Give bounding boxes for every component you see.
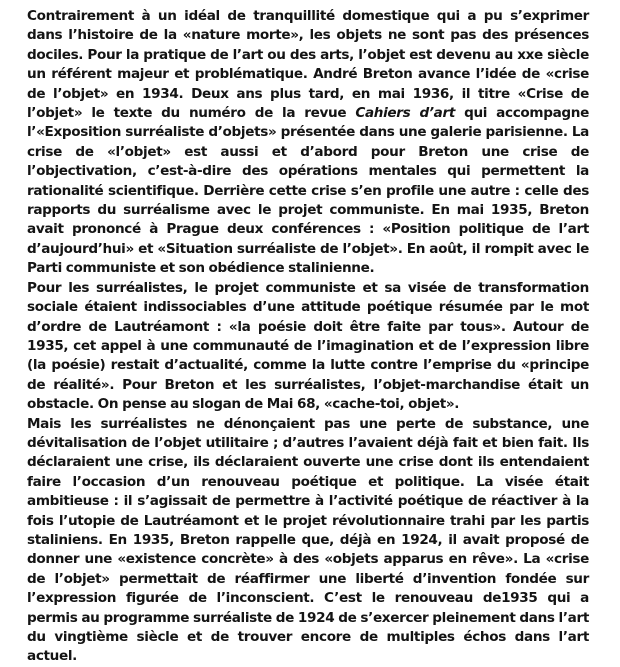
paragraph: [27, 7, 589, 279]
paragraph: [27, 279, 589, 415]
paragraph-text: Contrairement à un idéal de tranquillité domestique qui a pu s’exprimer dans l’histoire de la «nature morte», les objets ne sont pas des présences dociles. Pour la pratique de l’art ou des arts, l’objet est devenu au xxe siècle un référent majeur et problématique. André Breton avance l’idée de «crise de l’objet» en 1934. Deux ans plus tard, en mai 1936, il titre «Crise de l’objet» le texte du numéro de la revue: [27, 8, 589, 122]
paragraph-text: Mais les surréalistes ne dénonçaient pas une perte de substance, une dévitalisation de l’objet utilitaire ; d’autres l’avaient déjà fait et bien fait. Ils déclaraient une crise, ils déclaraient ouverte une crise dont ils entendaient faire l’occasion d’un renouveau poétique et politique. La visée était ambitieuse : il s’agissait de permettre à l’activité poétique de réactiver à la fois l’utopie de Lautréamont et le projet révolutionnaire trahi par les partis staliniens. En 1935, Breton rappelle que, déjà en 1924, il avait proposé de donner une «existence concrète» à des «objets apparus en rêve». La «crise de l’objet» permettait de réaffirmer une liberté d’invention fondée sur l’expression figurée de l’inconscient. C’est le renouveau de1935 qui a permis au programme surréaliste de 1924 de s’exercer pleinement dans l’art du vingtième siècle et de trouver encore de multiples échos dans l’art actuel.: [27, 415, 589, 665]
paragraph-text: Pour les surréalistes, le projet communiste et sa visée de transformation sociale étaient indissociables d’une attitude poétique résumée par le mot d’ordre de Lautréamont : «la poésie doit être faite par tous». Autour de 1935, cet appel à une communauté de l’imagination et de l’expression libre (la poésie) restait d’actualité, comme la lutte contre l’emprise du «principe de réalité». Pour Breton et les surréalistes, l’objet-marchandise était un obstacle. On pense au slogan de Mai 68, «cache-toi, objet».: [27, 279, 589, 413]
document-body: [27, 7, 589, 667]
paragraph-text: qui accompagne l’«Exposition surréaliste d’objets» présentée dans une galerie parisienne. La crise de «l’objet» est aussi et d’abord pour Breton une crise de l’objectivation, c’est-à-dire des opérations mentales qui permettent la rationalité scientifique. Derrière cette crise s’en profile une autre : celle des rapports du surréalisme avec le projet communiste. En mai 1935, Breton avait prononcé à Prague deux conférences : «Position politique de l’art d’aujourd’hui» et «Situation surréaliste de l’objet». En août, il rompit avec le Parti communiste et son obédience stalinienne.: [27, 105, 590, 277]
paragraph: [27, 415, 589, 667]
journal-title: Cahiers d’art: [355, 105, 455, 122]
